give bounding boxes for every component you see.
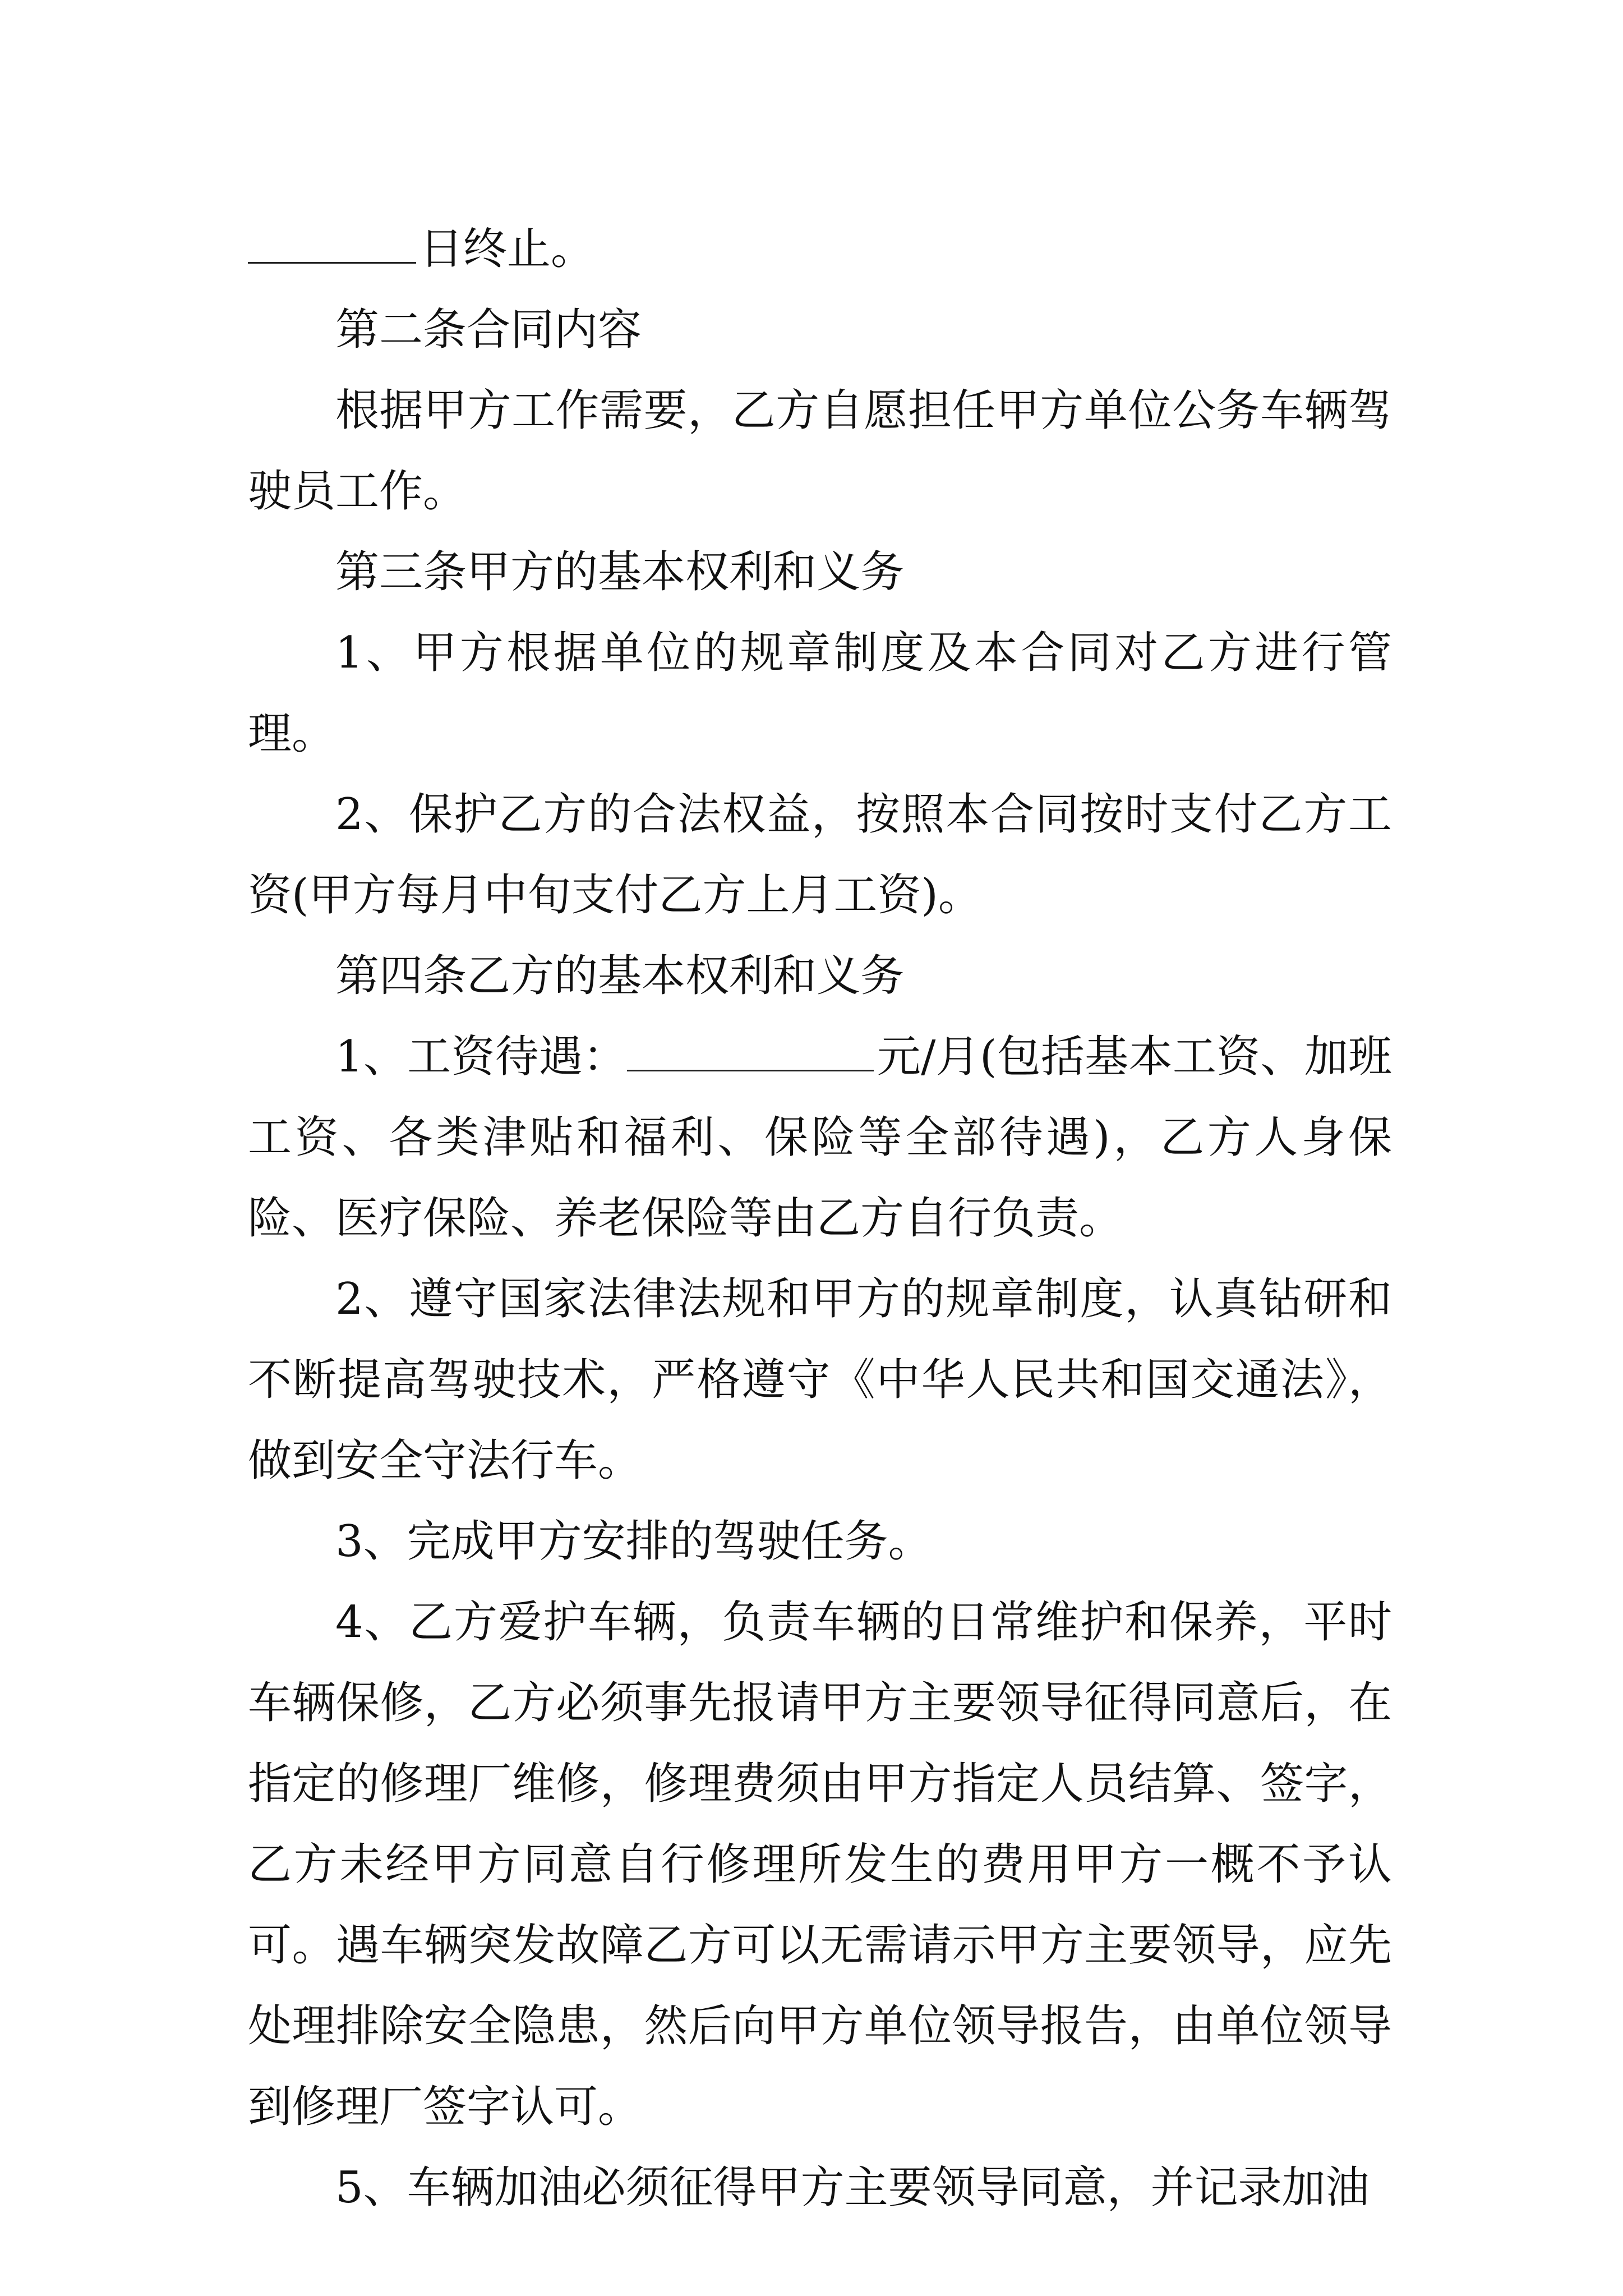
fill-in-blank-date: [248, 223, 416, 264]
paragraph-article-4-item-2: 2、遵守国家法律法规和甲方的规章制度，认真钻研和不断提高驾驶技术，严格遵守《中华人民共和国交通法》，做到安全守法行车。: [248, 1274, 1392, 1486]
paragraph-article-2-content: 根据甲方工作需要，乙方自愿担任甲方单位公务车辆驾驶员工作。: [248, 385, 1392, 517]
paragraph-termination-date: [248, 209, 1392, 289]
document-body: [248, 209, 1392, 2228]
paragraph-article-4-item-1: [248, 1016, 1392, 1259]
paragraph-article-4-item-4: 4、乙方爱护车辆，负责车辆的日常维护和保养，平时车辆保修，乙方必须事先报请甲方主要领导征得同意后，在指定的修理厂维修，修理费须由甲方指定人员结算、签字，乙方未经甲方同意自行修理所发生的费用甲方一概不予认可。遇车辆突发故障乙方可以无需请示甲方主要领导，应先处理排除安全隐患，然后向甲方单位领导报告，由单位领导到修理厂签字认可。: [248, 1597, 1392, 2132]
heading-article-4: 第四条乙方的基本权利和义务: [335, 951, 905, 1001]
paragraph-article-4-item-5: 5、车辆加油必须征得甲方主要领导同意，并记录加油: [335, 2162, 1370, 2213]
paragraph-article-3-item-2: 2、保护乙方的合法权益，按照本合同按时支付乙方工资(甲方每月中旬支付乙方上月工资)。: [248, 789, 1392, 921]
paragraph-article-3-item-1: 1、甲方根据单位的规章制度及本合同对乙方进行管理。: [248, 628, 1392, 759]
salary-detail-text: 元/月(包括基本工资、加班工资、各类津贴和福利、保险等全部待遇)，乙方人身保险、医疗保险、养老保险等由乙方自行负责。: [248, 1032, 1392, 1244]
paragraph-text: 日终止。: [419, 224, 595, 274]
heading-article-3: 第三条甲方的基本权利和义务: [335, 547, 905, 597]
paragraph-article-4-item-3: 3、完成甲方安排的驾驶任务。: [335, 1516, 932, 1567]
heading-article-2: 第二条合同内容: [335, 305, 642, 355]
salary-lead-text: 1、工资待遇：: [335, 1032, 627, 1082]
fill-in-blank-salary: [627, 1030, 874, 1071]
